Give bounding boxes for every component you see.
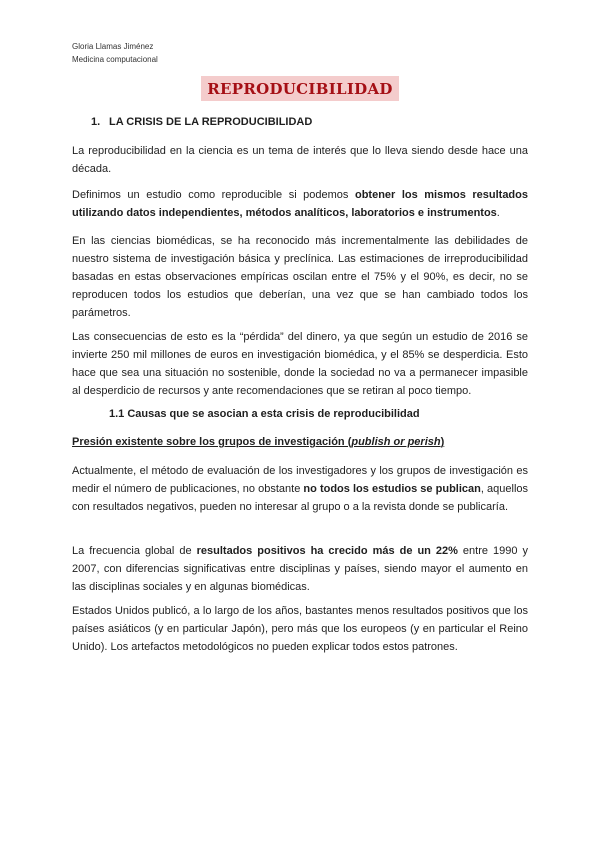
section-number: 1. [91,116,101,128]
paragraph-biomedical: En las ciencias biomédicas, se ha reconocido más incrementalmente las debilidades de nuestro sistema de investigación básica y preclínica. Las estimaciones de irreproducibilidad basadas en estas observaciones empíricas oscilan entre el 75% y el 90%, es decir, no se reproducen todos los estudios que deberían, una vez que se han cambiado todos los parámetros. [72,235,528,319]
section-heading-1 [91,116,312,128]
page-header [72,40,158,66]
title-container [0,76,600,101]
italic-text: publish or perish [351,436,441,448]
text-run: La frecuencia global de [72,545,197,557]
pressure-subheading [72,436,444,448]
paragraph-frequency [72,542,528,596]
paragraph-intro: La reproducibilidad en la ciencia es un tema de interés que lo lleva siendo desde hace una década. [72,145,528,175]
subsection-heading-1-1: 1.1 Causas que se asocian a esta crisis de reproducibilidad [109,408,420,420]
bold-text: resultados positivos ha crecido más de un 22% [196,545,458,557]
paragraph-consequences: Las consecuencias de esto es la “pérdida” del dinero, ya que según un estudio de 2016 se invierte 250 mil millones de euros en investigación biomédica, y el 85% se desperdicia. Esto hace que sea una situación no sostenible, donde la sociedad no va a permanecer impasible al desperdicio de recursos y ante recomendaciones que se retiran al poco tiempo. [72,331,528,397]
text-run: . [496,207,500,219]
text-run: entre 1990 y 2007, con diferencias significativas entre disciplinas y países, siendo mayor el aumento en las disciplinas sociales y en algunas biomédicas. [72,545,528,593]
paragraph-definition [72,186,528,222]
course-name: Medicina computacional [72,55,158,64]
text-run: Presión existente sobre los grupos de investigación ( [72,436,352,448]
text-run: ) [440,436,445,448]
section-title: LA CRISIS DE LA REPRODUCIBILIDAD [109,116,313,128]
text-run: Actualmente, el método de evaluación de los investigadores y los grupos de investigación es medir el número de publicaciones, no obstante [72,465,528,495]
paragraph-evaluation [72,462,528,516]
text-run: Definimos un estudio como reproducible si podemos [72,189,355,201]
author-name: Gloria Llamas Jiménez [72,42,154,51]
document-title: REPRODUCIBILIDAD [201,76,398,101]
bold-text: no todos los estudios se publican [303,483,481,495]
paragraph-countries: Estados Unidos publicó, a lo largo de los años, bastantes menos resultados positivos que los países asiáticos (y en particular Japón), pero más que los europeos (y en particular el Reino Unido). Los artefactos metodológicos no pueden explicar todos estos patrones. [72,605,528,653]
text-run: , aquellos con resultados negativos, pueden no interesar al grupo o a la revista donde se publicaría. [72,483,529,513]
bold-text: obtener los mismos resultados utilizando datos independientes, métodos analíticos, laboratorios e instrumentos [72,189,528,219]
